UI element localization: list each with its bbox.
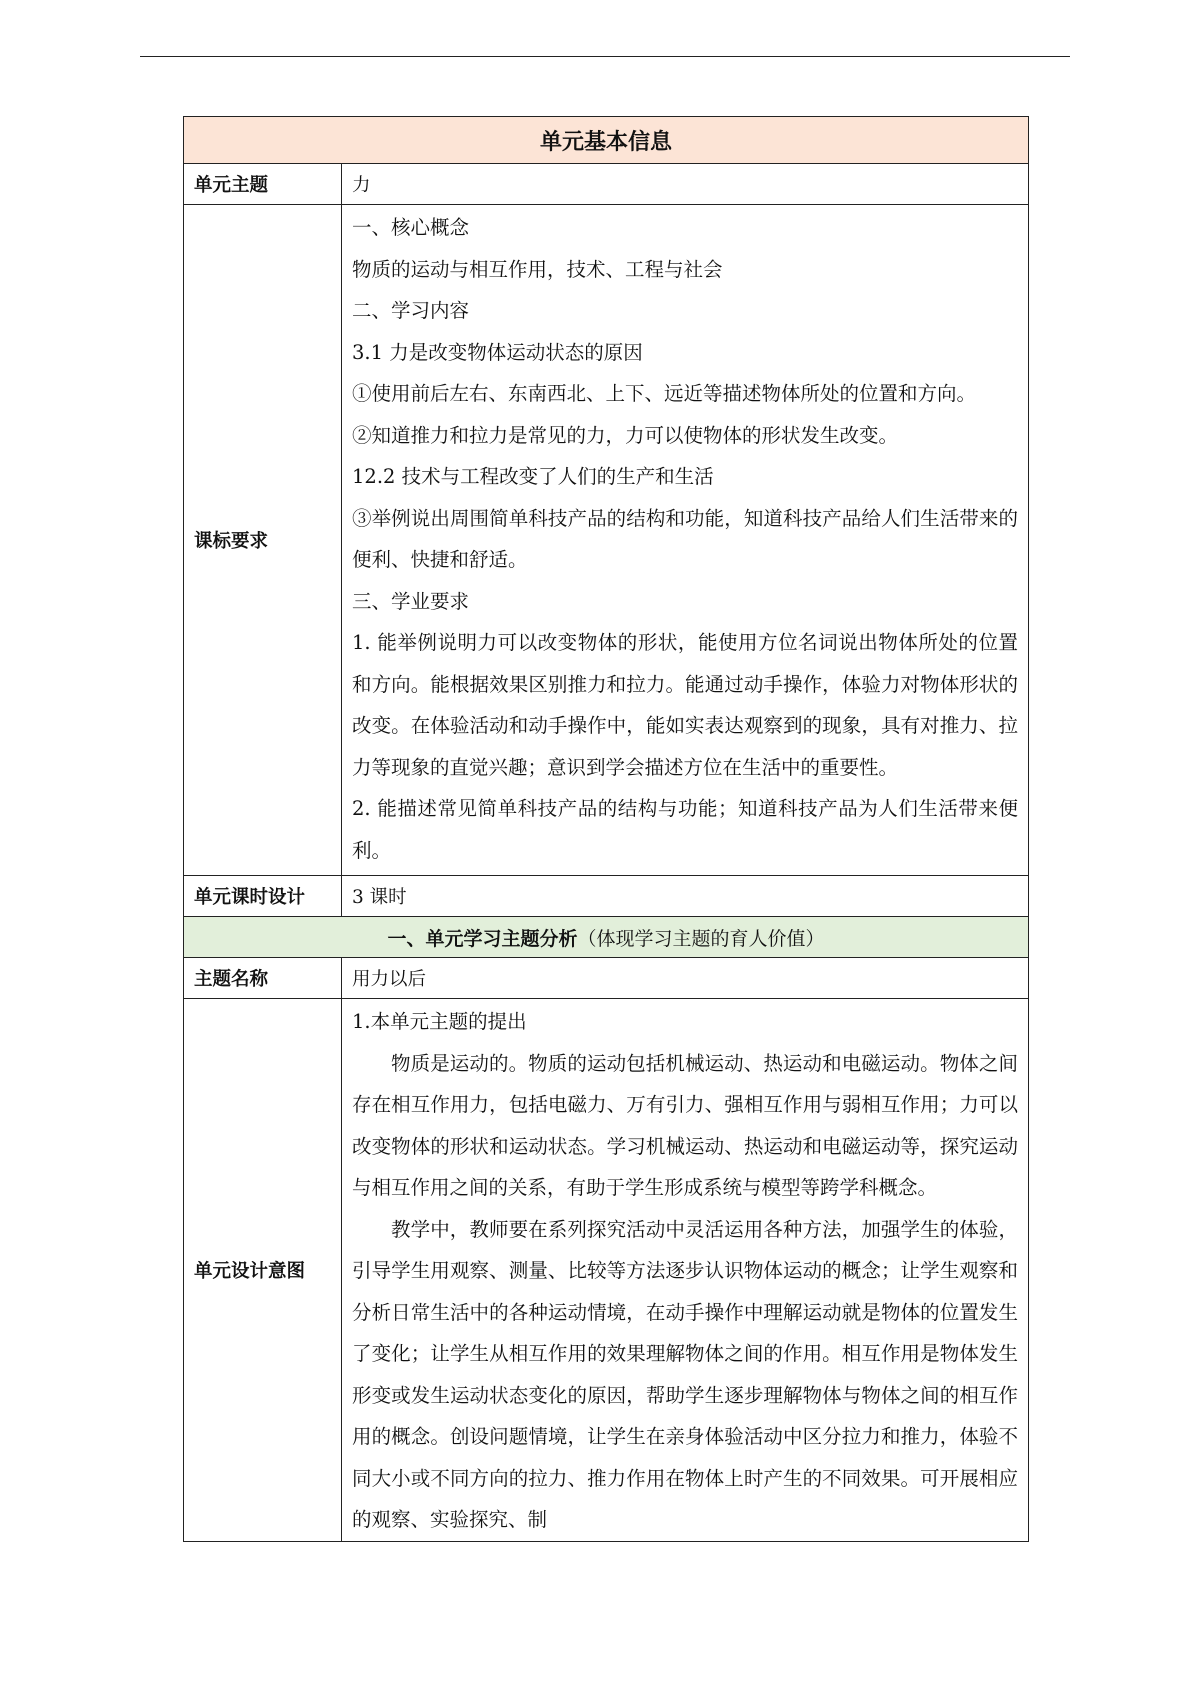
unit-theme-row: [184, 164, 1029, 205]
curriculum-paragraph: 一、核心概念: [352, 216, 470, 239]
design-intent-paragraph: 教学中，教师要在系列探究活动中灵活运用各种方法，加强学生的体验，引导学生用观察、测量、比较等方法逐步认识物体运动的概念；让学生观察和分析日常生活中的各种运动情境，在动手操作中理解运动就是物体的位置发生了变化；让学生从相互作用的效果理解物体之间的作用。相互作用是物体发生形变或发生运动状态变化的原因，帮助学生逐步理解物体与物体之间的相互作用的概念。创设问题情境，让学生在亲身体验活动中区分拉力和推力，体验不同大小或不同方向的拉力、推力作用在物体上时产生的不同效果。可开展相应的观察、实验探究、制: [352, 1217, 1019, 1531]
curriculum-paragraph: 三、学业要求: [352, 589, 470, 613]
curriculum-paragraph: 物质的运动与相互作用，技术、工程与社会: [352, 257, 723, 281]
curriculum-paragraph: 2. 能描述常见简单科技产品的结构与功能；知道科技产品为人们生活带来便利。: [352, 797, 1019, 862]
analysis-header-title: 一、单元学习主题分析: [387, 927, 578, 950]
design-intent-content: [342, 999, 1029, 1542]
curriculum-paragraph: 二、学习内容: [352, 299, 470, 322]
design-intent-heading: 1.本单元主题的提出: [352, 1010, 527, 1033]
curriculum-paragraph: 3.1 力是改变物体运动状态的原因: [352, 340, 643, 364]
curriculum-row: [184, 205, 1029, 876]
design-intent-paragraph: 物质是运动的。物质的运动包括机械运动、热运动和电磁运动。物体之间存在相互作用力，包括电磁力、万有引力、强相互作用与弱相互作用；力可以改变物体的形状和运动状态。学习机械运动、热运动和电磁运动等，探究运动与相互作用之间的关系，有助于学生形成系统与模型等跨学科概念。: [352, 1051, 1019, 1199]
basic-info-header-row: [184, 117, 1029, 164]
analysis-header: [184, 917, 1029, 958]
design-intent-row: [184, 999, 1029, 1542]
lesson-design-row: [184, 876, 1029, 917]
curriculum-paragraph: ①使用前后左右、东南西北、上下、远近等描述物体所处的位置和方向。: [352, 382, 977, 405]
unit-theme-value: 力: [342, 164, 1029, 205]
curriculum-paragraph: 1. 能举例说明力可以改变物体的形状，能使用方位名词说出物体所处的位置和方向。能根据效果区别推力和拉力。能通过动手操作，体验力对物体形状的改变。在体验活动和动手操作中，能如实表达观察到的现象，具有对推力、拉力等现象的直觉兴趣；意识到学会描述方位在生活中的重要性。: [352, 631, 1019, 779]
lesson-design-value: 3 课时: [342, 876, 1029, 917]
topic-name-row: [184, 958, 1029, 999]
unit-info-table: [183, 116, 1029, 1542]
page-header-rule: [140, 56, 1070, 57]
topic-name-value: 用力以后: [342, 958, 1029, 999]
analysis-header-note: （体现学习主题的育人价值）: [577, 927, 825, 950]
curriculum-paragraph: ②知道推力和拉力是常见的力，力可以使物体的形状发生改变。: [352, 423, 899, 447]
basic-info-header: 单元基本信息: [184, 117, 1029, 164]
unit-theme-label: 单元主题: [184, 164, 342, 205]
curriculum-content: [342, 205, 1029, 876]
design-intent-label: 单元设计意图: [184, 999, 342, 1542]
curriculum-label: 课标要求: [184, 205, 342, 876]
analysis-header-row: [184, 917, 1029, 958]
lesson-design-label: 单元课时设计: [184, 876, 342, 917]
curriculum-paragraph: 12.2 技术与工程改变了人们的生产和生活: [352, 465, 714, 488]
topic-name-label: 主题名称: [184, 958, 342, 999]
curriculum-paragraph: ③举例说出周围简单科技产品的结构和功能，知道科技产品给人们生活带来的便利、快捷和舒适。: [352, 506, 1019, 571]
